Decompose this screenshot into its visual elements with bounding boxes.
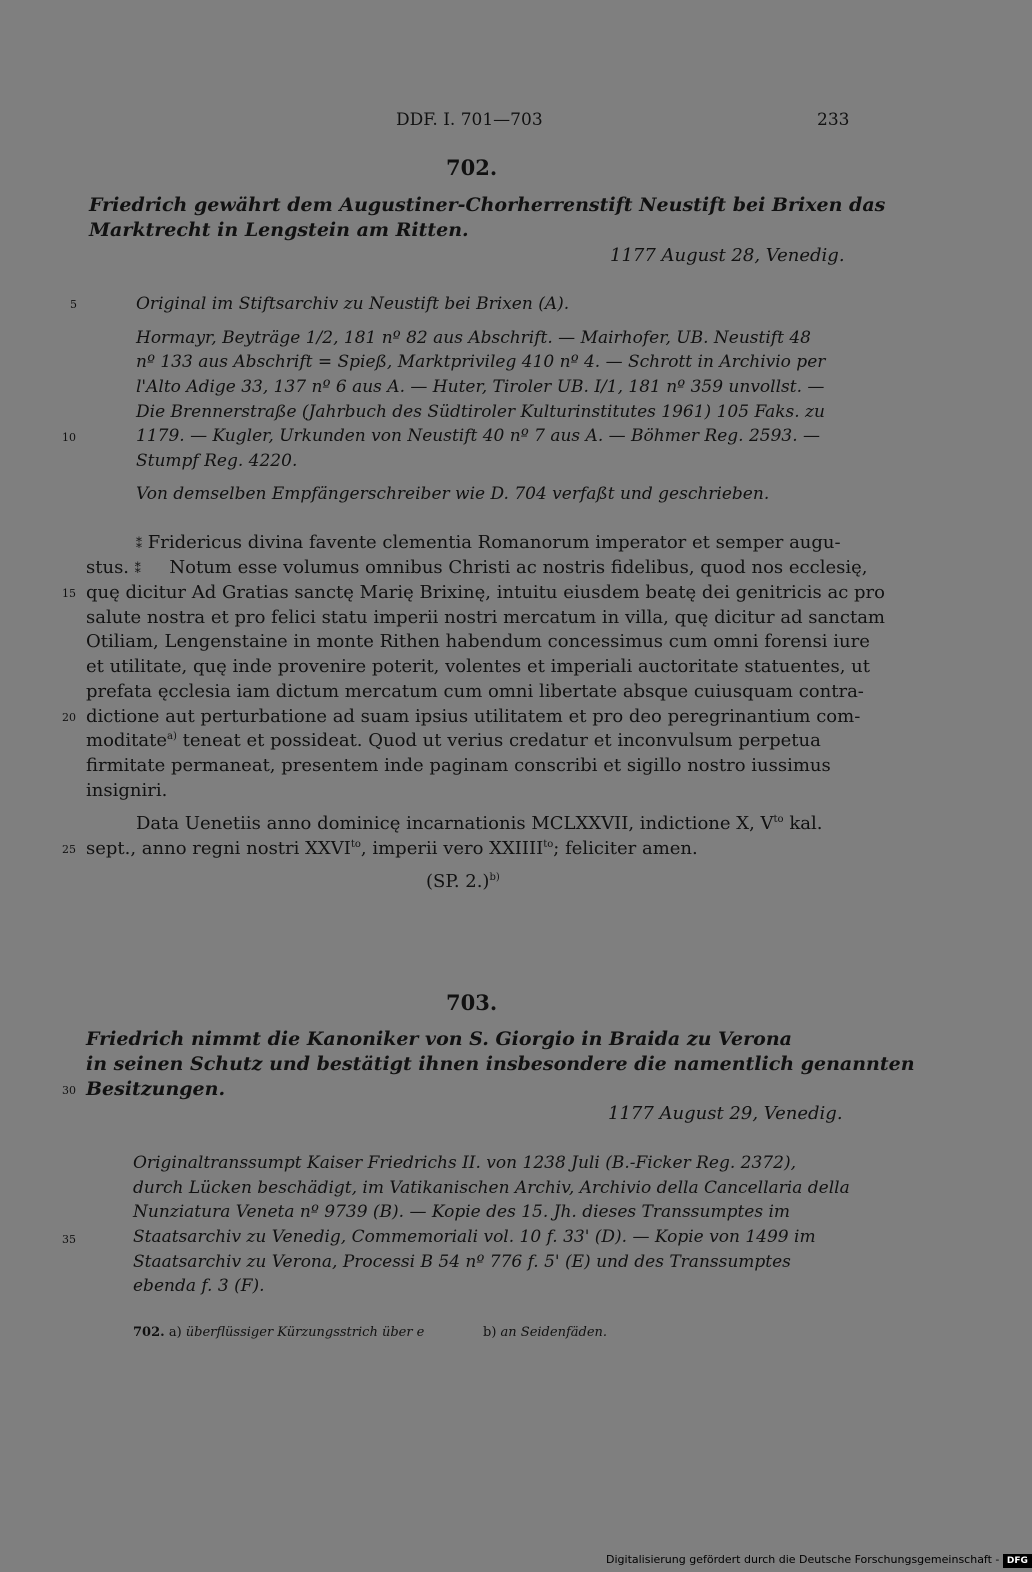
footnote-ref-b: b): [489, 872, 500, 883]
chrismon-mark: ⁑: [136, 537, 142, 551]
line-number-30: 30: [62, 1084, 76, 1097]
source-702-line4: l'Alto Adige 33, 137 nº 6 aus A. — Huter, Tiroler UB. I/1, 181 nº 359 unvollst. —: [136, 377, 825, 397]
footnotes: 702. a) überflüssiger Kürzungsstrich über e: [133, 1325, 425, 1340]
text-702-line4: salute nostra et pro felici statu imperii nostri mercatum in villa, quę dicitur ad sanctam: [86, 607, 885, 628]
line-number-10: 10: [62, 431, 76, 444]
line-number-35: 35: [62, 1233, 76, 1246]
document-number-702: 702.: [446, 155, 498, 180]
elongata-mark: ⁑: [134, 562, 141, 576]
regest-703-line3: Besitzungen.: [86, 1078, 226, 1100]
source-702-line7: Stumpf Reg. 4220.: [136, 451, 298, 471]
source-702-line1: Original im Stiftsarchiv zu Neustift bei Brixen (A).: [136, 294, 570, 314]
funding-notice: Digitalisierung gefördert durch die Deutsche Forschungsgemeinschaft - DFG: [606, 1553, 1032, 1566]
source-703-line6: ebenda f. 3 (F).: [133, 1276, 265, 1296]
source-702-line6: 1179. — Kugler, Urkunden von Neustift 40 nº 7 aus A. — Böhmer Reg. 2593. —: [136, 426, 821, 446]
page-number: 233: [817, 110, 850, 130]
running-title: DDF. I. 701—703: [396, 110, 543, 130]
source-702-note: Von demselben Empfängerschreiber wie D. 704 verfaßt und geschrieben.: [136, 484, 770, 504]
text-702-line8: dictione aut perturbatione ad suam ipsius utilitatem et pro deo peregrinantium com-: [86, 706, 861, 727]
dfg-logo: DFG: [1003, 1554, 1032, 1568]
text-702-line2: stus. ⁑ Notum esse volumus omnibus Christi ac nostris fidelibus, quod nos ecclesię,: [86, 557, 868, 578]
seal-note: (SP. 2.)$^{b)}$: [426, 871, 500, 892]
text-702-dating1: Data Uenetiis anno dominicę incarnationis MCLXXVII, indictione X, $V^{to}$ kal.: [136, 813, 823, 834]
footnote-b: b) an Seidenfäden.: [483, 1325, 608, 1340]
line-number-15: 15: [62, 587, 76, 600]
line-number-25: 25: [62, 843, 76, 856]
text-702-line3: quę dicitur Ad Gratias sanctę Marię Brixinę, intuitu eiusdem beatę dei genitricis ac pro: [86, 582, 885, 603]
source-703-line3: Nunziatura Veneta nº 9739 (B). — Kopie des 15. Jh. dieses Transsumptes im: [133, 1202, 791, 1222]
text-702-line7: prefata ęcclesia iam dictum mercatum cum omni libertate absque cuiusquam contra-: [86, 681, 864, 702]
document-number-703: 703.: [446, 990, 498, 1015]
footnote-ref-a: a): [167, 731, 177, 742]
text-702-line9: moditate$^{a)}$ teneat et possideat. Quod ut verius credatur et inconvulsum perpetua: [86, 730, 821, 751]
source-703-line4: Staatsarchiv zu Venedig, Commemoriali vol. 10 f. 33' (D). — Kopie von 1499 im: [133, 1227, 816, 1247]
line-number-20: 20: [62, 711, 76, 724]
text-702-line5: Otiliam, Lengenstaine in monte Rithen habendum concessimus cum omni forensi iure: [86, 631, 870, 652]
source-702-line5: Die Brennerstraße (Jahrbuch des Südtiroler Kulturinstitutes 1961) 105 Faks. zu: [136, 402, 825, 422]
line-number-5: 5: [70, 298, 77, 311]
date-703: 1177 August 29, Venedig.: [608, 1103, 843, 1124]
regest-702-line2: Marktrecht in Lengstein am Ritten.: [89, 219, 469, 241]
source-702-line3: nº 133 aus Abschrift = Spieß, Marktprivileg 410 nº 4. — Schrott in Archivio per: [136, 352, 826, 372]
text-702-line1: ⁑ Fridericus divina favente clementia Romanorum imperator et semper augu-: [136, 532, 841, 553]
regest-702-line1: Friedrich gewährt dem Augustiner-Chorherrenstift Neustift bei Brixen das: [89, 194, 886, 216]
source-703-line2: durch Lücken beschädigt, im Vatikanischen Archiv, Archivio della Cancellaria della: [133, 1178, 850, 1198]
text-702-dating2: sept., anno regni nostri $XXVI^{to}$, imperii vero $XXIIII^{to}$; feliciter amen.: [86, 838, 698, 859]
source-702-line2: Hormayr, Beyträge 1/2, 181 nº 82 aus Abschrift. — Mairhofer, UB. Neustift 48: [136, 328, 811, 348]
date-702: 1177 August 28, Venedig.: [610, 245, 845, 266]
text-702-line6: et utilitate, quę inde provenire poterit, volentes et imperiali auctoritate statuentes, ut: [86, 656, 870, 677]
text-702-line11: insigniri.: [86, 780, 168, 801]
text-702-line10: firmitate permaneat, presentem inde paginam conscribi et sigillo nostro iussimus: [86, 755, 831, 776]
source-703-line5: Staatsarchiv zu Verona, Processi B 54 nº 776 f. 5' (E) und des Transsumptes: [133, 1252, 791, 1272]
regest-703-line1: Friedrich nimmt die Kanoniker von S. Giorgio in Braida zu Verona: [86, 1028, 792, 1050]
regest-703-line2: in seinen Schutz und bestätigt ihnen insbesondere die namentlich genannten: [86, 1053, 915, 1075]
source-703-line1: Originaltranssumpt Kaiser Friedrichs II. von 1238 Juli (B.-Ficker Reg. 2372),: [133, 1153, 796, 1173]
